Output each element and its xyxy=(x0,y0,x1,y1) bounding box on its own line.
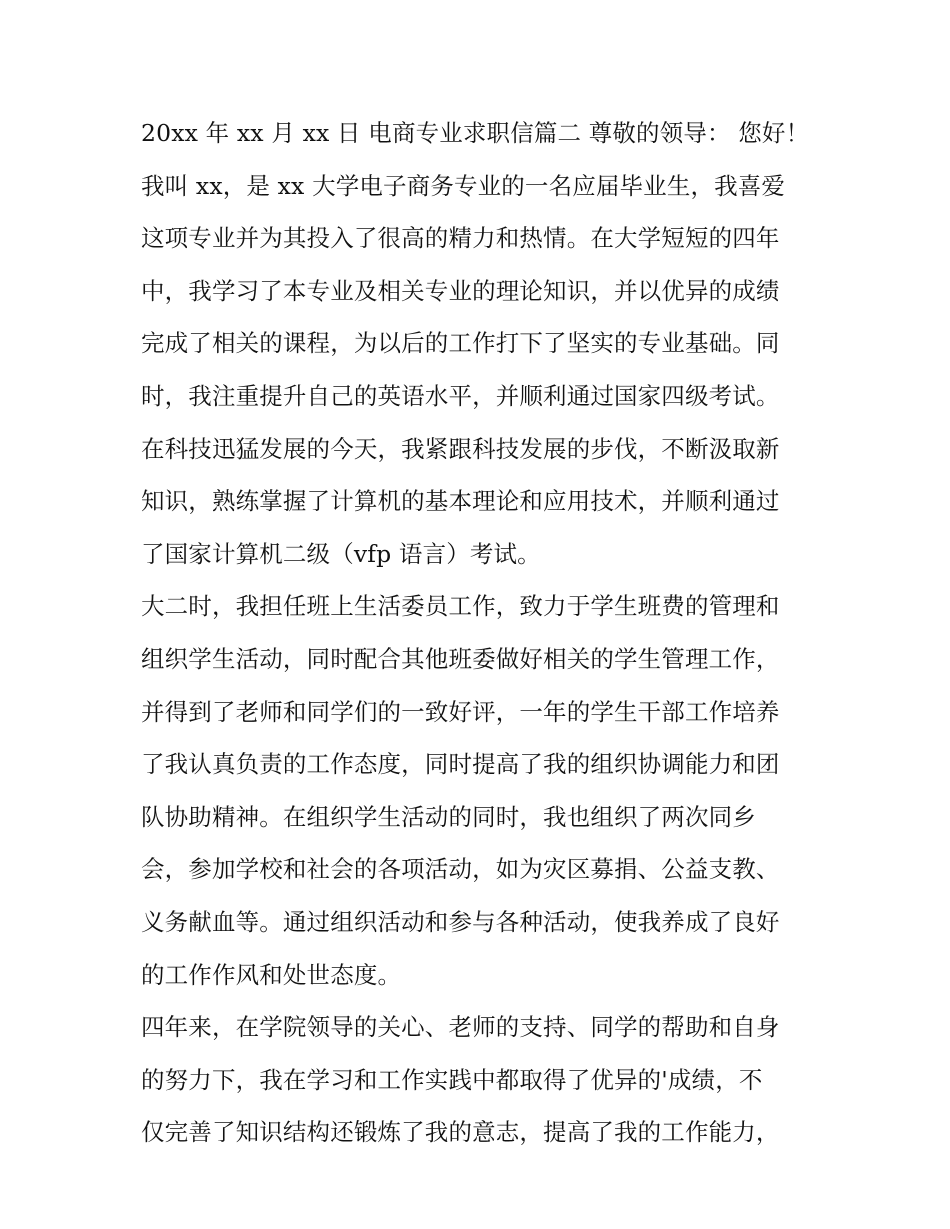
text-line: 时，我注重提升自己的英语水平，并顺利通过国家四级考试。 xyxy=(141,381,780,410)
text-line: 四年来，在学院领导的关心、老师的支持、同学的帮助和自身 xyxy=(141,1013,780,1042)
text-line: 我叫 xx，是 xx 大学电子商务专业的一名应届毕业生，我喜爱 xyxy=(141,171,786,200)
text-line: 大二时，我担任班上生活委员工作，致力于学生班费的管理和 xyxy=(141,592,780,621)
letter-body xyxy=(141,107,831,1159)
text-line: 在科技迅猛发展的今天，我紧跟科技发展的步伐，不断汲取新 xyxy=(141,434,780,463)
text-line: 组织学生活动，同时配合其他班委做好相关的学生管理工作， xyxy=(141,644,780,673)
text-line: 这项专业并为其投入了很高的精力和热情。在大学短短的四年 xyxy=(141,224,780,253)
text-line: 20xx 年 xx 月 xx 日 电商专业求职信篇二 尊敬的领导： 您好！ xyxy=(141,119,810,147)
text-line: 的努力下，我在学习和工作实践中都取得了优异的'成绩，不 xyxy=(141,1065,763,1094)
text-line: 会，参加学校和社会的各项活动，如为灾区募捐、公益支教、 xyxy=(141,855,780,884)
text-line: 义务献血等。通过组织活动和参与各种活动，使我养成了良好 xyxy=(141,907,780,936)
text-line: 了国家计算机二级（vfp 语言）考试。 xyxy=(141,539,541,568)
text-line: 完成了相关的课程，为以后的工作打下了坚实的专业基础。同 xyxy=(141,329,780,358)
text-line: 了我认真负责的工作态度，同时提高了我的组织协调能力和团 xyxy=(141,750,780,779)
text-line: 中，我学习了本专业及相关专业的理论知识，并以优异的成绩 xyxy=(141,276,780,305)
text-line: 队协助精神。在组织学生活动的同时，我也组织了两次同乡 xyxy=(141,802,756,831)
text-line: 的工作作风和处世态度。 xyxy=(141,960,402,989)
text-line: 仅完善了知识结构还锻炼了我的意志，提高了我的工作能力， xyxy=(141,1118,780,1147)
text-line: 知识，熟练掌握了计算机的基本理论和应用技术，并顺利通过 xyxy=(141,487,780,516)
text-line: 并得到了老师和同学们的一致好评，一年的学生干部工作培养 xyxy=(141,697,780,726)
